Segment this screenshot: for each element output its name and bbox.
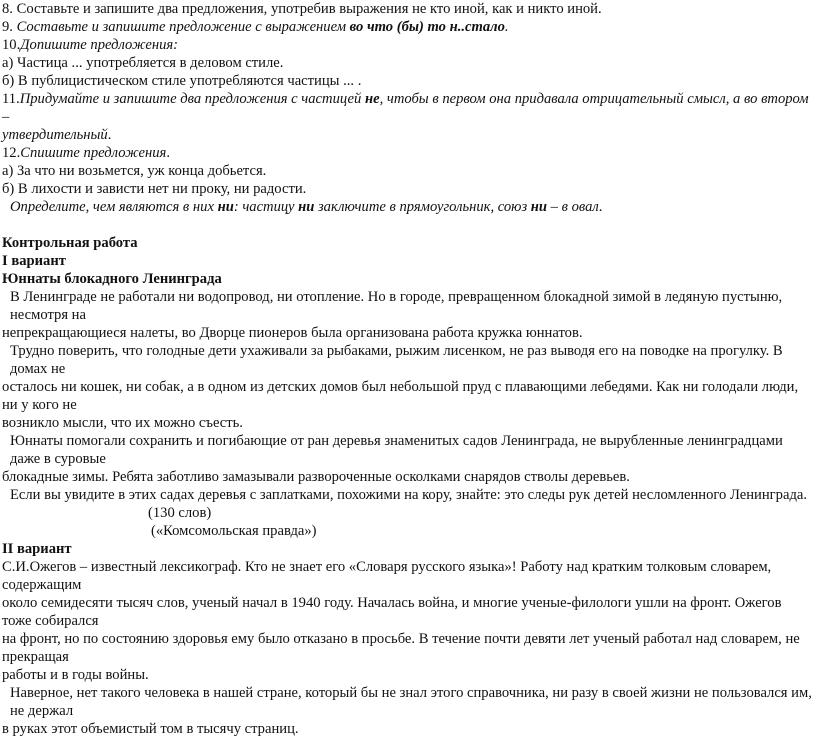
task-12-end: . bbox=[166, 145, 170, 161]
text-1-para-2-line-3: возникло мысли, что их можно съесть. bbox=[2, 415, 243, 431]
task-12 bbox=[2, 144, 814, 162]
task-9-number: 9. bbox=[2, 19, 17, 35]
task-12-c bbox=[2, 198, 814, 216]
task-9-expression: во что (бы) то н..стало bbox=[349, 19, 505, 35]
task-12-c-text-4: – в овал bbox=[547, 199, 599, 215]
source-note: («Комсомольская правда») bbox=[151, 523, 317, 539]
text-2-para-1-line-4: работы и в годы войны. bbox=[2, 667, 149, 683]
text-2-para-1-line-1: С.И.Ожегов – известный лексикограф. Кто не знает его «Словаря русского языка»! Работу над кратким толковым словарем, содержащим bbox=[2, 559, 775, 593]
task-9-end: . bbox=[504, 19, 509, 35]
task-12-c-text-3: заключите в прямоугольник, союз bbox=[314, 199, 531, 215]
task-12-c-end: . bbox=[598, 199, 603, 215]
text-1-para-1-line-1: В Ленинграде не работали ни водопровод, ни отопление. Но в городе, превращенном блокадной зимой в ледяную пустыню, несмотря на bbox=[10, 289, 786, 323]
text-1-para-3-line-2: блокадные зимы. Ребята заботливо замазывали развороченные осколками снарядов стволы деревьев. bbox=[2, 469, 630, 485]
word-count: (130 слов) bbox=[148, 505, 212, 521]
task-12-c-ni-2: ни bbox=[298, 199, 315, 215]
task-11-text: Придумайте и запишите два предложения с частицей bbox=[19, 91, 365, 107]
task-12-text: Спишите предложения bbox=[20, 145, 167, 161]
text-2-para-1-line-3: на фронт, но по состоянию здоровья ему было отказано в просьбе. В течение почти девяти лет ученый работал над словарем, не прекращая bbox=[2, 631, 804, 665]
task-12-b: б) В лихости и зависти нет ни проку, ни радости. bbox=[2, 181, 307, 197]
text-1-para-2-line-1: Трудно поверить, что голодные дети ухаживали за рыбаками, рыжим лисенком, не раз выводя его на поводке на прогулку. В домах не bbox=[10, 343, 787, 377]
task-11-cont bbox=[2, 126, 814, 144]
task-12-c-ni-1: ни bbox=[217, 199, 234, 215]
task-12-c-text: Определите, чем являются в них bbox=[10, 199, 218, 215]
test-title: Контрольная работа bbox=[2, 235, 138, 251]
task-9 bbox=[2, 18, 814, 36]
text-1-para-2-line-2: осталось ни кошек, ни собак, а в одном из детских домов был небольшой пруд с плавающими лебедями. Как ни голодали люди, ни у кого не bbox=[2, 379, 802, 413]
text-1-title: Юннаты блокадного Ленинграда bbox=[2, 271, 222, 287]
task-9-text: Составьте и запишите предложение с выражением bbox=[16, 19, 350, 35]
task-10-a: а) Частица ... употребляется в деловом стиле. bbox=[2, 55, 284, 71]
task-10-text: Допишите предложения: bbox=[20, 37, 179, 53]
task-12-c-text-2: : частицу bbox=[233, 199, 299, 215]
task-10-number: 10. bbox=[2, 37, 21, 53]
task-11-text-2: , чтобы в первом она придавала отрицательный смысл, а во втором – bbox=[2, 91, 813, 125]
text-1-para-1-line-2: непрекращающиеся налеты, во Дворце пионеров была организована работа кружка юннатов. bbox=[2, 325, 583, 341]
text-2-para-2-line-2: в руках этот объемистый том в тысячу страниц. bbox=[2, 721, 299, 737]
task-11 bbox=[2, 90, 814, 126]
task-12-a: а) За что ни возьмется, уж конца добьется. bbox=[2, 163, 267, 179]
variant-1-heading: I вариант bbox=[2, 253, 66, 269]
task-11-number: 11. bbox=[2, 91, 20, 107]
text-2-para-2-line-1: Наверное, нет такого человека в нашей стране, который бы не знал этого справочника, ни разу в своей жизни не пользовался им, не держал bbox=[10, 685, 816, 719]
text-2-para-1-line-2: около семидесяти тысяч слов, ученый начал в 1940 году. Началась война, и многие ученые-филологи ушли на фронт. Ожегов тоже собирался bbox=[2, 595, 786, 629]
text-1-para-3-line-1: Юннаты помогали сохранить и погибающие от ран деревья знаменитых садов Ленинграда, не вырубленные ленинградцами даже в суровые bbox=[10, 433, 787, 467]
task-10-b: б) В публицистическом стиле употребляются частицы ... . bbox=[2, 73, 362, 89]
task-11-text-3: утвердительный bbox=[2, 127, 108, 143]
task-8: 8. Составьте и запишите два предложения, употребив выражения не кто иной, как и никто иной. bbox=[2, 1, 602, 17]
task-12-number: 12. bbox=[2, 145, 21, 161]
task-12-c-ni-3: ни bbox=[530, 199, 548, 215]
spacer bbox=[2, 216, 814, 234]
text-1-para-4-line-1: Если вы увидите в этих садах деревья с заплатками, похожими на кору, знайте: это следы рук детей несломленного Ленинграда. bbox=[10, 487, 807, 503]
task-10 bbox=[2, 36, 814, 54]
task-11-end: . bbox=[107, 127, 112, 143]
task-11-particle: не bbox=[364, 91, 380, 107]
variant-2-heading: II вариант bbox=[2, 541, 72, 557]
